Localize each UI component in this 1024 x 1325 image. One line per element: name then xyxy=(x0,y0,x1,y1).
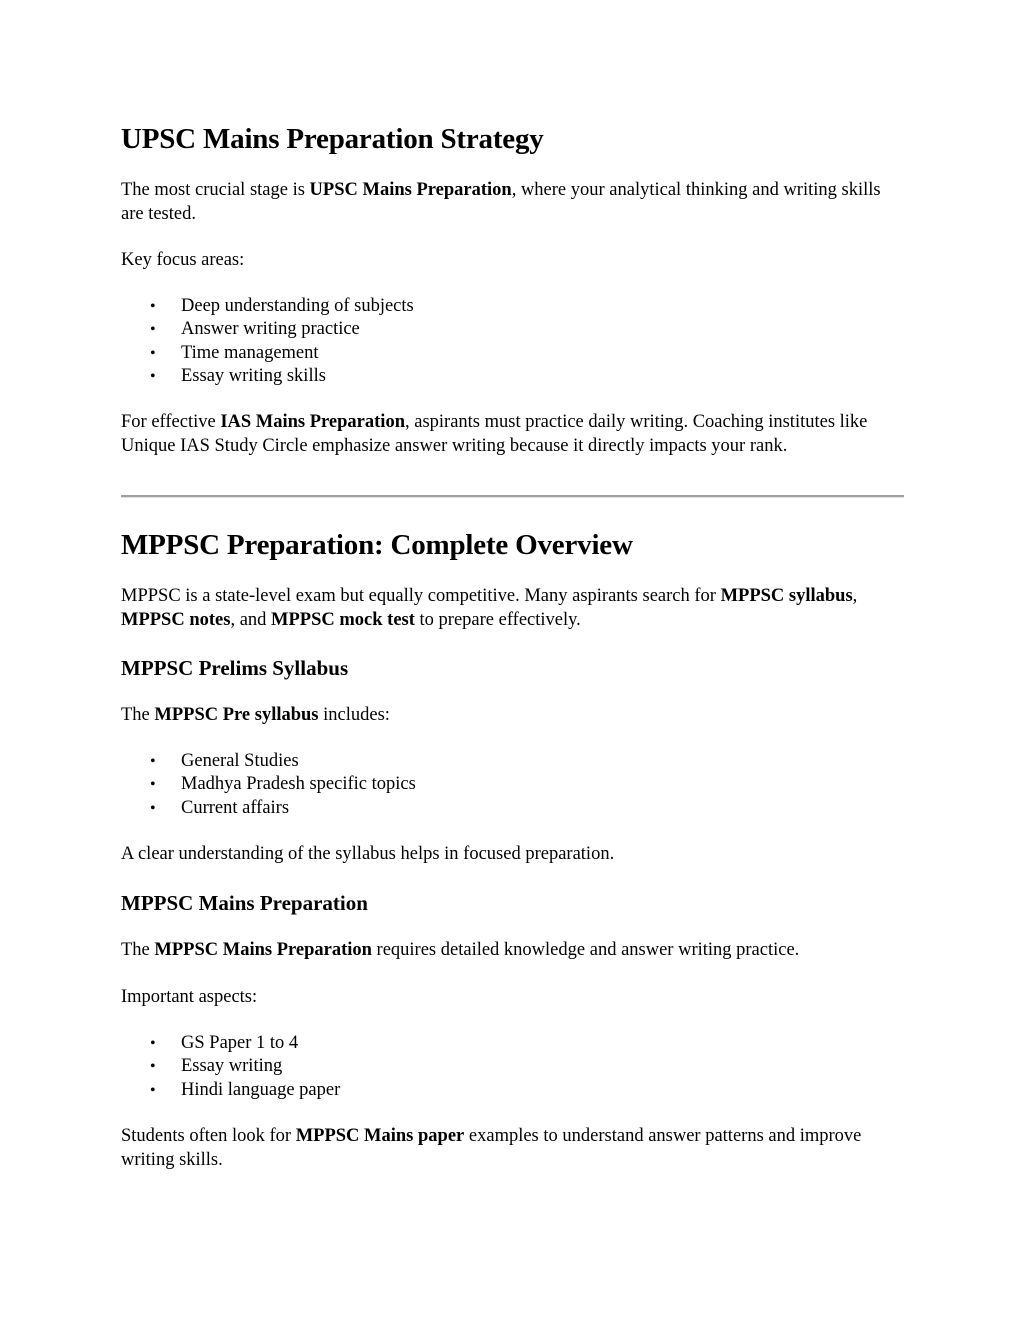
upsc-intro-text: The most crucial stage is xyxy=(121,180,310,200)
mains-closing-bold: MPPSC Mains paper xyxy=(295,1126,465,1146)
mppsc-prelims-heading: MPPSC Prelims Syllabus xyxy=(121,656,349,680)
upsc-closing-paragraph xyxy=(121,411,904,458)
bullet-icon: • xyxy=(150,776,156,794)
list-item-text: Hindi language paper xyxy=(181,1079,341,1100)
mppsc-section-title: MPPSC Preparation: Complete Overview xyxy=(121,529,633,561)
list-item xyxy=(121,1079,904,1102)
mppsc-notes-bold: MPPSC notes xyxy=(121,609,231,630)
upsc-focus-label: Key focus areas: xyxy=(121,250,245,270)
mppsc-intro-sep: , xyxy=(852,586,858,606)
mppsc-prelims-intro xyxy=(121,704,904,728)
upsc-closing-text-end: , aspirants must practice daily writing. Coaching institutes like Unique IAS Study Circle emphasize answer writing because it directly impacts your rank. xyxy=(121,412,868,456)
mains-closing-text: Students often look for xyxy=(121,1126,296,1146)
prelims-intro-bold: MPPSC Pre syllabus xyxy=(154,705,319,725)
mppsc-intro-text-end: to prepare effectively. xyxy=(414,609,581,630)
mppsc-prelims-closing: A clear understanding of the syllabus helps in focused preparation. xyxy=(121,844,615,864)
mppsc-syllabus-bold: MPPSC syllabus xyxy=(720,586,853,606)
list-item-text: Current affairs xyxy=(181,797,290,818)
bullet-icon: • xyxy=(150,367,156,385)
list-item xyxy=(121,797,904,820)
mppsc-intro-text: MPPSC is a state-level exam but equally competitive. Many aspirants search for xyxy=(121,586,721,606)
list-item-text: Essay writing skills xyxy=(181,365,326,386)
list-item xyxy=(121,1032,904,1055)
mains-intro-text: The xyxy=(121,940,155,960)
list-item-text: General Studies xyxy=(181,751,299,771)
prelims-intro-text: The xyxy=(121,705,155,725)
mppsc-mock-test-bold: MPPSC mock test xyxy=(271,609,415,630)
mppsc-mains-heading: MPPSC Mains Preparation xyxy=(121,891,368,915)
upsc-closing-bold: IAS Mains Preparation xyxy=(220,412,405,432)
mppsc-mains-closing xyxy=(121,1125,904,1172)
list-item xyxy=(121,773,904,796)
section-divider xyxy=(121,495,904,498)
upsc-intro-paragraph xyxy=(121,179,904,226)
list-item-text: GS Paper 1 to 4 xyxy=(181,1033,299,1053)
bullet-icon: • xyxy=(150,1035,156,1052)
bullet-icon: • xyxy=(150,1081,156,1099)
prelims-intro-text-end: includes: xyxy=(318,705,390,725)
bullet-icon: • xyxy=(150,799,156,817)
mains-intro-text-end: requires detailed knowledge and answer writing practice. xyxy=(371,940,800,960)
list-item xyxy=(121,750,904,773)
bullet-icon: • xyxy=(150,753,156,770)
bullet-icon: • xyxy=(150,321,156,339)
upsc-closing-text: For effective xyxy=(121,412,221,432)
upsc-section-title: UPSC Mains Preparation Strategy xyxy=(121,123,544,155)
mppsc-prelims-list xyxy=(121,750,904,820)
upsc-intro-text-end: , where your analytical thinking and writing skills are tested. xyxy=(121,180,881,224)
list-item xyxy=(121,365,904,388)
mains-closing-text-end: examples to understand answer patterns and improve writing skills. xyxy=(121,1126,862,1170)
mppsc-mains-list xyxy=(121,1032,904,1102)
mains-intro-bold: MPPSC Mains Preparation xyxy=(154,940,372,960)
bullet-icon: • xyxy=(150,1058,156,1076)
list-item xyxy=(121,318,904,341)
mppsc-intro-paragraph xyxy=(121,585,904,632)
list-item xyxy=(121,1055,904,1078)
mppsc-intro-sep2: , and xyxy=(230,609,272,630)
list-item-text: Madhya Pradesh specific topics xyxy=(181,774,416,795)
list-item-text: Deep understanding of subjects xyxy=(181,296,414,316)
mppsc-mains-intro xyxy=(121,939,904,963)
list-item-text: Time management xyxy=(181,342,319,363)
bullet-icon: • xyxy=(150,344,156,362)
upsc-focus-list xyxy=(121,295,904,388)
upsc-intro-bold: UPSC Mains Preparation xyxy=(309,180,512,200)
bullet-icon: • xyxy=(150,298,156,315)
list-item xyxy=(121,342,904,365)
mppsc-aspects-label: Important aspects: xyxy=(121,987,258,1007)
list-item-text: Essay writing xyxy=(181,1056,283,1077)
list-item xyxy=(121,295,904,318)
list-item-text: Answer writing practice xyxy=(181,319,360,340)
